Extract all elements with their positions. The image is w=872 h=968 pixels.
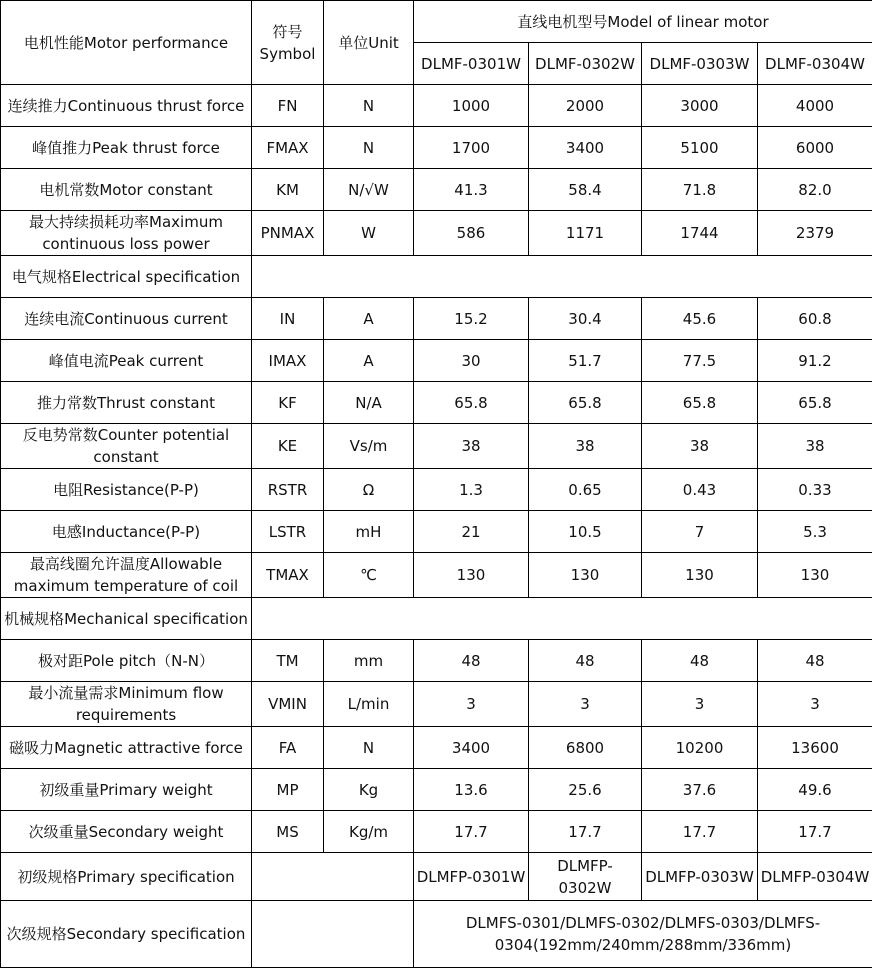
param-symbol: MP <box>252 769 324 811</box>
primary-spec-value: DLMFP-0303W <box>642 853 758 901</box>
param-symbol: KF <box>252 382 324 424</box>
param-symbol: VMIN <box>252 682 324 727</box>
param-value: 2379 <box>758 211 872 256</box>
section-empty-cell <box>252 256 872 298</box>
param-value: 0.33 <box>758 469 872 511</box>
param-value: 130 <box>414 553 529 598</box>
param-label: 极对距Pole pitch（N-N） <box>1 640 252 682</box>
param-value: 71.8 <box>642 169 758 211</box>
param-label: 峰值推力Peak thrust force <box>1 127 252 169</box>
param-value: 1744 <box>642 211 758 256</box>
param-value: 30 <box>414 340 529 382</box>
table-row <box>1 640 872 682</box>
param-label: 连续推力Continuous thrust force <box>1 85 252 127</box>
param-label: 最小流量需求Minimum flow requirements <box>1 682 252 727</box>
param-value: 3 <box>529 682 642 727</box>
param-value: 51.7 <box>529 340 642 382</box>
param-unit: Ω <box>324 469 414 511</box>
param-label: 电机常数Motor constant <box>1 169 252 211</box>
param-unit: L/min <box>324 682 414 727</box>
param-value: 65.8 <box>642 382 758 424</box>
section-title: 电气规格Electrical specification <box>1 256 252 298</box>
param-unit: Kg/m <box>324 811 414 853</box>
param-label: 初级重量Primary weight <box>1 769 252 811</box>
table-row <box>1 340 872 382</box>
model-name: DLMF-0301W <box>414 43 529 85</box>
param-value: 130 <box>529 553 642 598</box>
table-row <box>1 298 872 340</box>
header-model: 直线电机型号Model of linear motor <box>414 1 872 43</box>
param-value: 3000 <box>642 85 758 127</box>
param-value: 21 <box>414 511 529 553</box>
param-value: 65.8 <box>529 382 642 424</box>
table-row <box>1 169 872 211</box>
header-performance: 电机性能Motor performance <box>1 1 252 85</box>
param-value: 3 <box>414 682 529 727</box>
header-unit: 单位Unit <box>324 1 414 85</box>
param-unit: N/√W <box>324 169 414 211</box>
param-value: 586 <box>414 211 529 256</box>
param-symbol: IMAX <box>252 340 324 382</box>
param-label: 连续电流Continuous current <box>1 298 252 340</box>
secondary-spec-empty-cell <box>252 901 414 968</box>
primary-spec-row <box>1 853 872 901</box>
param-value: 130 <box>642 553 758 598</box>
param-value: 48 <box>414 640 529 682</box>
param-value: 65.8 <box>414 382 529 424</box>
param-value: 38 <box>414 424 529 469</box>
primary-spec-value: DLMFP-0302W <box>529 853 642 901</box>
header-symbol: 符号Symbol <box>252 1 324 85</box>
param-value: 1700 <box>414 127 529 169</box>
table-row <box>1 382 872 424</box>
param-value: 60.8 <box>758 298 872 340</box>
param-unit: W <box>324 211 414 256</box>
param-symbol: IN <box>252 298 324 340</box>
param-value: 17.7 <box>529 811 642 853</box>
param-label: 磁吸力Magnetic attractive force <box>1 727 252 769</box>
param-unit: N <box>324 727 414 769</box>
param-unit: A <box>324 298 414 340</box>
param-unit: Vs/m <box>324 424 414 469</box>
param-value: 45.6 <box>642 298 758 340</box>
primary-spec-label: 初级规格Primary specification <box>1 853 252 901</box>
param-value: 3400 <box>414 727 529 769</box>
model-name: DLMF-0304W <box>758 43 872 85</box>
param-unit: Kg <box>324 769 414 811</box>
param-value: 38 <box>642 424 758 469</box>
param-symbol: MS <box>252 811 324 853</box>
table-row <box>1 682 872 727</box>
param-label: 最高线圈允许温度Allowable maximum temperature of coil <box>1 553 252 598</box>
param-symbol: FA <box>252 727 324 769</box>
param-symbol: KM <box>252 169 324 211</box>
param-value: 3 <box>758 682 872 727</box>
header-row <box>1 1 872 43</box>
param-unit: N <box>324 127 414 169</box>
param-label: 峰值电流Peak current <box>1 340 252 382</box>
table-row <box>1 424 872 469</box>
param-value: 6800 <box>529 727 642 769</box>
param-value: 1000 <box>414 85 529 127</box>
secondary-spec-value: DLMFS-0301/DLMFS-0302/DLMFS-0303/DLMFS-0304(192mm/240mm/288mm/336mm) <box>414 901 872 968</box>
table-row <box>1 511 872 553</box>
param-value: 30.4 <box>529 298 642 340</box>
param-value: 3400 <box>529 127 642 169</box>
param-symbol: LSTR <box>252 511 324 553</box>
param-value: 13600 <box>758 727 872 769</box>
param-value: 25.6 <box>529 769 642 811</box>
param-value: 38 <box>758 424 872 469</box>
param-value: 82.0 <box>758 169 872 211</box>
section-row <box>1 598 872 640</box>
table-row <box>1 553 872 598</box>
param-value: 91.2 <box>758 340 872 382</box>
table-row <box>1 769 872 811</box>
param-label: 最大持续损耗功率Maximum continuous loss power <box>1 211 252 256</box>
param-value: 48 <box>758 640 872 682</box>
primary-spec-empty-cell <box>252 853 414 901</box>
param-value: 2000 <box>529 85 642 127</box>
model-name: DLMF-0302W <box>529 43 642 85</box>
param-symbol: TMAX <box>252 553 324 598</box>
param-value: 13.6 <box>414 769 529 811</box>
param-unit: mH <box>324 511 414 553</box>
param-value: 0.65 <box>529 469 642 511</box>
param-symbol: RSTR <box>252 469 324 511</box>
param-value: 17.7 <box>414 811 529 853</box>
param-value: 48 <box>642 640 758 682</box>
param-value: 17.7 <box>642 811 758 853</box>
table-row <box>1 85 872 127</box>
param-symbol: PNMAX <box>252 211 324 256</box>
param-symbol: KE <box>252 424 324 469</box>
param-value: 3 <box>642 682 758 727</box>
param-unit: A <box>324 340 414 382</box>
spec-table-body <box>1 1 872 968</box>
secondary-spec-row <box>1 901 872 968</box>
param-label: 反电势常数Counter potential constant <box>1 424 252 469</box>
param-unit: mm <box>324 640 414 682</box>
param-unit: N/A <box>324 382 414 424</box>
param-value: 37.6 <box>642 769 758 811</box>
table-row <box>1 727 872 769</box>
param-value: 48 <box>529 640 642 682</box>
param-value: 65.8 <box>758 382 872 424</box>
param-unit: ℃ <box>324 553 414 598</box>
param-value: 58.4 <box>529 169 642 211</box>
param-value: 38 <box>529 424 642 469</box>
table-row <box>1 211 872 256</box>
param-label: 次级重量Secondary weight <box>1 811 252 853</box>
param-value: 15.2 <box>414 298 529 340</box>
param-label: 电阻Resistance(P-P) <box>1 469 252 511</box>
section-title: 机械规格Mechanical specification <box>1 598 252 640</box>
param-value: 6000 <box>758 127 872 169</box>
param-label: 电感Inductance(P-P) <box>1 511 252 553</box>
param-value: 1.3 <box>414 469 529 511</box>
param-value: 10200 <box>642 727 758 769</box>
primary-spec-value: DLMFP-0301W <box>414 853 529 901</box>
secondary-spec-label: 次级规格Secondary specification <box>1 901 252 968</box>
param-value: 77.5 <box>642 340 758 382</box>
param-value: 4000 <box>758 85 872 127</box>
table-row <box>1 127 872 169</box>
model-name: DLMF-0303W <box>642 43 758 85</box>
param-value: 1171 <box>529 211 642 256</box>
param-symbol: TM <box>252 640 324 682</box>
section-row <box>1 256 872 298</box>
table-row <box>1 811 872 853</box>
param-symbol: FMAX <box>252 127 324 169</box>
param-value: 41.3 <box>414 169 529 211</box>
param-value: 5.3 <box>758 511 872 553</box>
param-value: 0.43 <box>642 469 758 511</box>
table-row <box>1 469 872 511</box>
primary-spec-value: DLMFP-0304W <box>758 853 872 901</box>
param-value: 5100 <box>642 127 758 169</box>
param-value: 17.7 <box>758 811 872 853</box>
param-value: 7 <box>642 511 758 553</box>
param-value: 130 <box>758 553 872 598</box>
param-value: 49.6 <box>758 769 872 811</box>
param-label: 推力常数Thrust constant <box>1 382 252 424</box>
param-symbol: FN <box>252 85 324 127</box>
param-value: 10.5 <box>529 511 642 553</box>
section-empty-cell <box>252 598 872 640</box>
param-unit: N <box>324 85 414 127</box>
